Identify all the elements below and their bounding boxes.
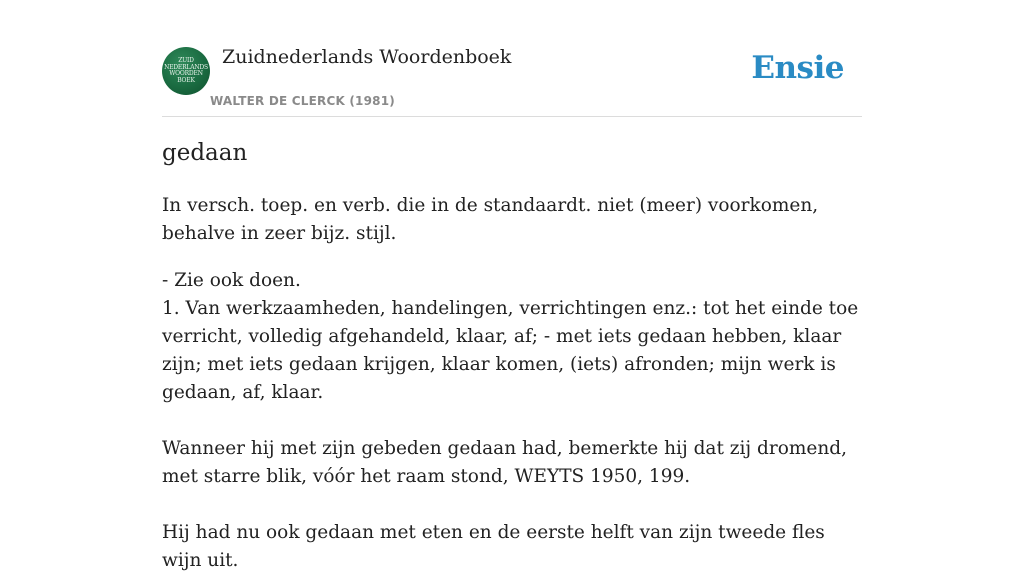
logo-line: BOEK [177,76,195,84]
dictionary-logo[interactable] [162,47,210,95]
logo-line: WOORDEN [169,70,203,77]
ensie-brand-link[interactable]: Ensie [751,50,844,86]
dictionary-header [162,0,862,117]
page [162,0,862,571]
logo-line: ZUID [178,57,194,64]
logo-line: NEDERLANDS [164,63,208,71]
dictionary-title[interactable]: Zuidnederlands Woordenboek [222,46,512,68]
entry-example: Wanneer hij met zijn gebeden gedaan had, bemerkte hij dat zij dromend, met starre blik, vóór het raam stond, WEYTS 1950, 199. [162,438,848,487]
entry-definition [162,192,862,575]
entry-see-also: - Zie ook doen. [162,270,301,291]
entry-example: Hij had nu ook gedaan met eten en de eerste helft van zijn tweede fles wijn uit. [162,522,825,571]
entry-sense: 1. Van werkzaamheden, handelingen, verrichtingen enz.: tot het einde toe verricht, volledig afgehandeld, klaar, af; - met iets gedaan hebben, klaar zijn; met iets gedaan krijgen, klaar komen, (iets) afronden; mijn werk is gedaan, af, klaar. [162,298,859,403]
entry-intro: In versch. toep. en verb. die in de standaardt. niet (meer) voorkomen, behalve in zeer bijz. stijl. [162,195,819,244]
dictionary-author: WALTER DE CLERCK (1981) [210,94,395,108]
entry-headword: gedaan [162,140,248,166]
